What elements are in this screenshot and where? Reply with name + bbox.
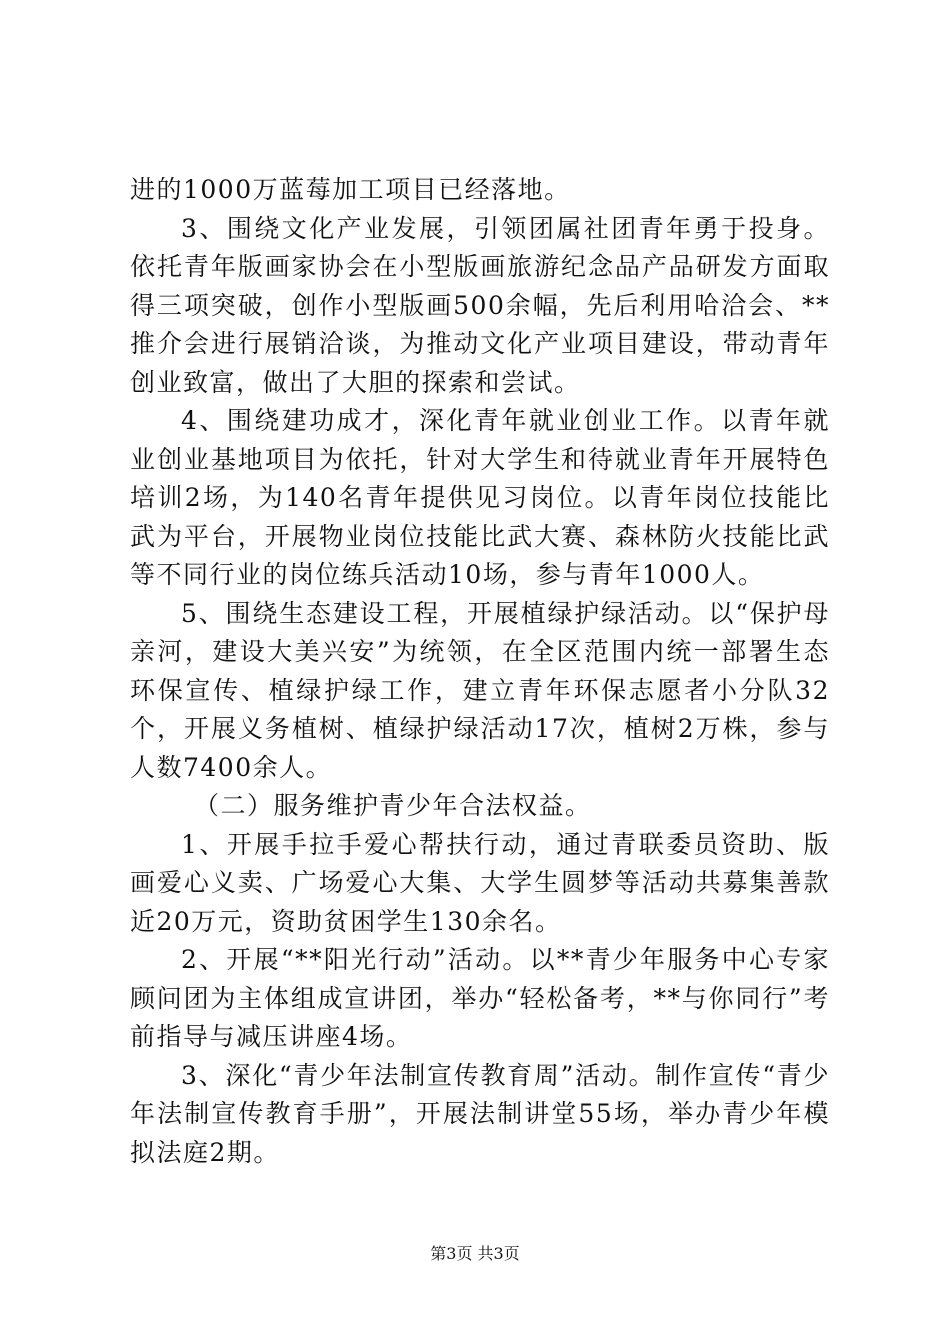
paragraph-item-1-charity: 1、开展手拉手爱心帮扶行动，通过青联委员资助、版画爱心义卖、广场爱心大集、大学生圆梦等活动共募集善款近20万元，资助贫困学生130余名。 xyxy=(130,829,830,936)
paragraph-item-4-employment: 4、围绕建功成才，深化青年就业创业工作。以青年就业创业基地项目为依托，针对大学生和待就业青年开展特色培训2场，为140名青年提供见习岗位。以青年岗位技能比武为平台，开展物业岗位技能比武大赛、森林防火技能比武等不同行业的岗位练兵活动10场，参与青年1000人。 xyxy=(130,406,830,589)
paragraph-item-2-sunshine: 2、开展“**阳光行动”活动。以**青少年服务中心专家顾问团为主体组成宣讲团，举办“轻松备考，**与你同行”考前指导与减压讲座4场。 xyxy=(130,945,830,1051)
document-body xyxy=(130,171,830,1172)
paragraph-item-5-ecology: 5、围绕生态建设工程，开展植绿护绿活动。以“保护母亲河，建设大美兴安”为统领，在全区范围内统一部署生态环保宣传、植绿护绿工作，建立青年环保志愿者小分队32个，开展义务植树、植绿护绿活动17次，植树2万株，参与人数7400余人。 xyxy=(130,598,830,782)
paragraph-item-3-culture: 3、围绕文化产业发展，引领团属社团青年勇于投身。依托青年版画家协会在小型版画旅游纪念品产品研发方面取得三项突破，创作小型版画500余幅，先后利用哈洽会、**推介会进行展销洽谈，为推动文化产业项目建设，带动青年创业致富，做出了大胆的探索和尝试。 xyxy=(130,213,830,397)
paragraph-continuation: 进的1000万蓝莓加工项目已经落地。 xyxy=(130,175,571,204)
section-heading-rights: （二）服务维护青少年合法权益。 xyxy=(194,791,592,820)
page-number-footer: 第3页 共3页 xyxy=(430,1244,520,1263)
paragraph-item-3-legal: 3、深化“青少年法制宣传教育周”活动。制作宣传“青少年法制宣传教育手册”，开展法制讲堂55场，举办青少年模拟法庭2期。 xyxy=(130,1060,830,1167)
